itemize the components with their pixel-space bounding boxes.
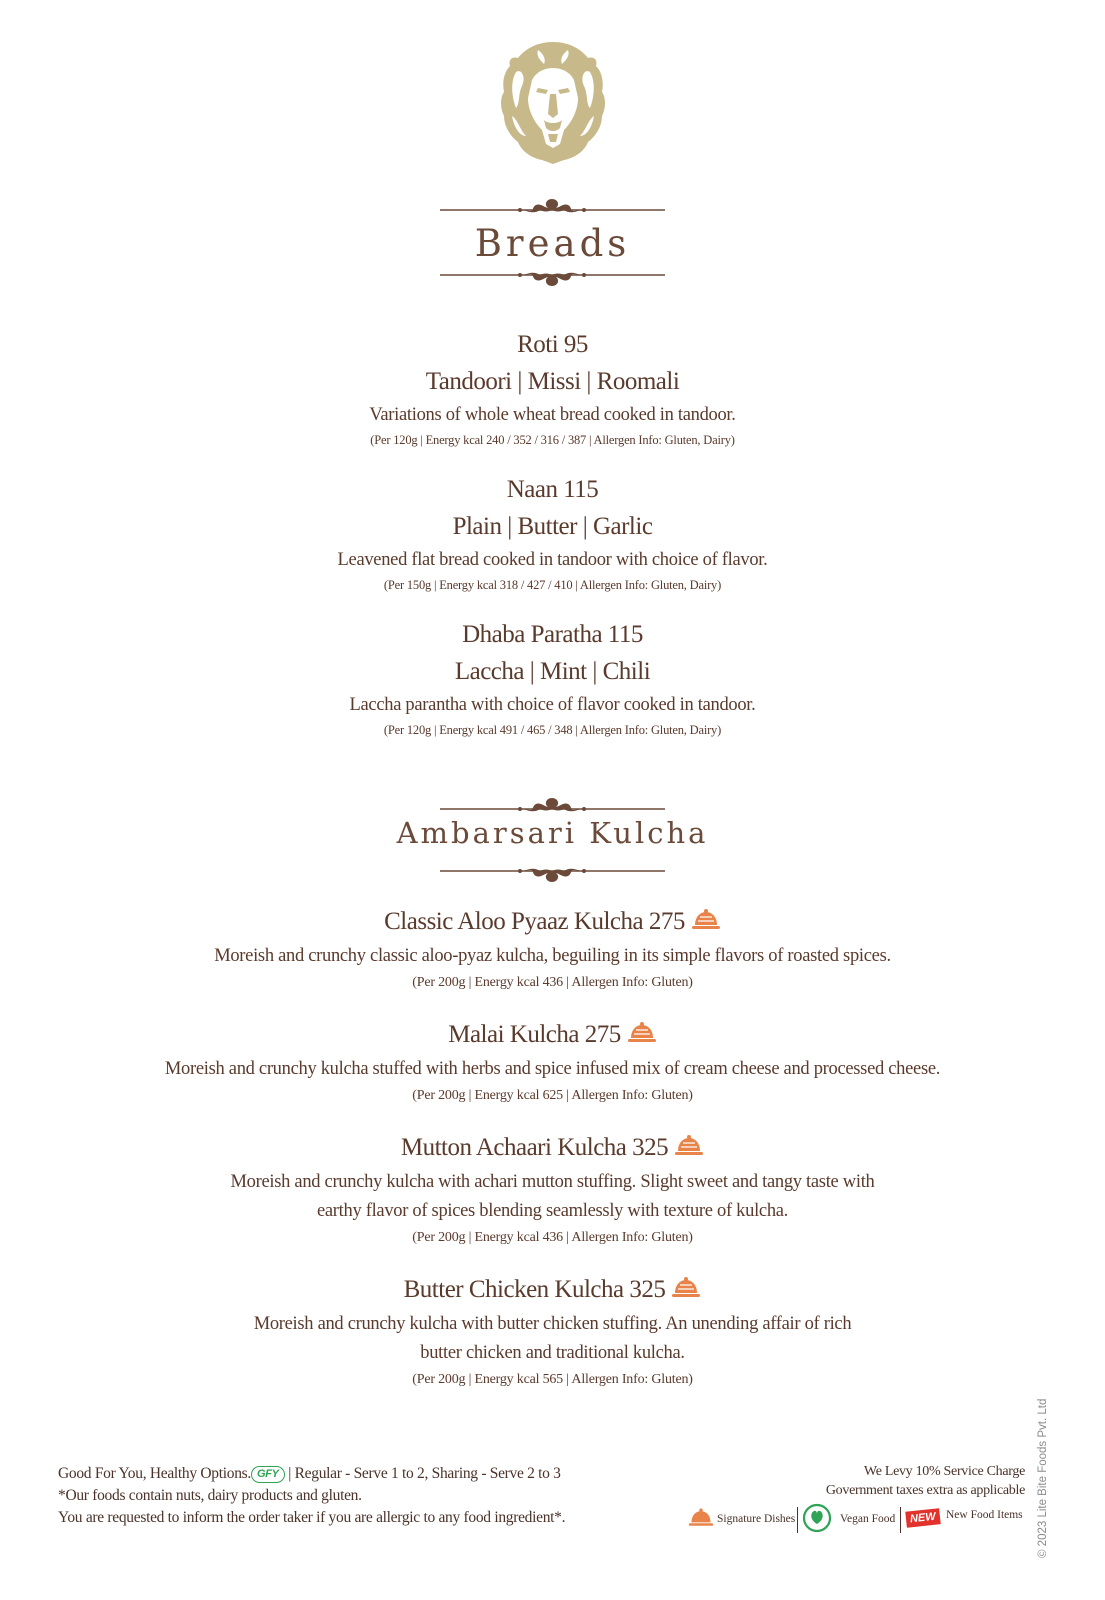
vegan-leaf-icon — [802, 1503, 832, 1533]
kulcha-item-description: Moreish and crunchy kulcha with butter chicken stuffing. An unending affair of rich — [253, 1314, 852, 1334]
bread-item-meta: (Per 120g | Energy kcal 240 / 352 / 316 / 387 | Allergen Info: Gluten, Dairy) — [370, 433, 735, 447]
kulcha-item-meta: (Per 200g | Energy kcal 436 | Allergen Info: Gluten) — [412, 1230, 693, 1245]
icon-legend — [688, 1503, 1033, 1535]
new-badge: NEW — [905, 1508, 940, 1527]
footer-line-request: You are requested to inform the order taker if you are allergic to any food ingredient*. — [58, 1509, 566, 1526]
ornament-divider-bottom — [440, 862, 665, 884]
footer-charges — [826, 1462, 1025, 1500]
cloche-icon — [688, 1507, 714, 1529]
section-title-kulcha: Ambarsari Kulcha — [396, 816, 709, 850]
bread-item-name: Naan 115 — [506, 476, 599, 503]
serving-info-text: | Regular - Serve 1 to 2, Sharing - Serve 2 to 3 — [288, 1465, 561, 1482]
kulcha-item-name-row — [0, 1021, 1105, 1049]
gfy-badge: GFY — [251, 1466, 285, 1483]
bread-item-description: Leavened flat bread cooked in tandoor with choice of flavor. — [337, 550, 768, 570]
kulcha-item-name: Malai Kulcha 275 — [448, 1021, 621, 1048]
kulcha-item-meta: (Per 200g | Energy kcal 565 | Allergen Info: Gluten) — [412, 1372, 693, 1387]
legend-divider — [797, 1507, 798, 1533]
cloche-icon — [627, 1021, 657, 1045]
bread-item-variants: Laccha | Mint | Chili — [454, 658, 651, 685]
kulcha-item-name-row — [0, 908, 1105, 936]
kulcha-item-name-row — [0, 1134, 1105, 1162]
service-charge-text: We Levy 10% Service Charge — [863, 1464, 1025, 1479]
kulcha-item-description: Moreish and crunchy classic aloo-pyaz kulcha, beguiling in its simple flavors of roasted spices. — [214, 946, 891, 966]
kulcha-item-name: Butter Chicken Kulcha 325 — [403, 1276, 666, 1303]
bread-item-name: Dhaba Paratha 115 — [462, 621, 643, 648]
cloche-icon — [691, 908, 721, 932]
ornament-divider-top — [440, 796, 665, 818]
bread-item-meta: (Per 120g | Energy kcal 491 / 465 / 348 | Allergen Info: Gluten, Dairy) — [383, 723, 722, 737]
footer-line-serving — [58, 1463, 565, 1485]
section-title-breads: Breads — [474, 222, 631, 265]
kulcha-item-name-row — [0, 1276, 1105, 1304]
bread-item-name: Roti 95 — [517, 331, 588, 358]
legend-signature-label: Signature Dishes — [717, 1513, 796, 1525]
kulcha-item-name: Classic Aloo Pyaaz Kulcha 275 — [384, 908, 685, 935]
ornament-divider-bottom — [440, 266, 665, 288]
bread-item-variants: Tandoori | Missi | Roomali — [425, 368, 680, 395]
kulcha-item-description: Moreish and crunchy kulcha with achari mutton stuffing. Slight sweet and tangy taste with — [230, 1172, 875, 1192]
bread-item-meta: (Per 150g | Energy kcal 318 / 427 / 410 | Allergen Info: Gluten, Dairy) — [383, 578, 722, 592]
government-taxes-text: Government taxes extra as applicable — [825, 1483, 1025, 1498]
cloche-icon — [671, 1276, 701, 1300]
copyright-text: © 2023 Lite Bite Foods Pvt. Ltd — [1037, 1398, 1049, 1558]
footer-notes — [58, 1463, 565, 1529]
kulcha-item-description: butter chicken and traditional kulcha. — [420, 1343, 685, 1363]
ornament-divider-top — [440, 197, 665, 219]
bread-item-variants: Plain | Butter | Garlic — [452, 513, 653, 540]
cloche-icon — [674, 1134, 704, 1158]
healthy-options-text: Good For You, Healthy Options. — [58, 1465, 251, 1482]
kulcha-item-description: earthy flavor of spices blending seamlessly with texture of kulcha. — [316, 1201, 789, 1221]
kulcha-item-description: Moreish and crunchy kulcha stuffed with herbs and spice infused mix of cream cheese and processed cheese. — [164, 1059, 941, 1079]
kulcha-item-name: Mutton Achaari Kulcha 325 — [400, 1134, 669, 1161]
bread-item-description: Laccha parantha with choice of flavor cooked in tandoor. — [349, 695, 756, 715]
kulcha-item-meta: (Per 200g | Energy kcal 436 | Allergen Info: Gluten) — [412, 975, 693, 990]
bread-item-description: Variations of whole wheat bread cooked in tandoor. — [369, 405, 736, 425]
lion-head-logo — [498, 38, 608, 164]
kulcha-item-meta: (Per 200g | Energy kcal 625 | Allergen Info: Gluten) — [412, 1088, 693, 1103]
legend-vegan-label: Vegan Food — [840, 1513, 896, 1525]
footer-line-allergen: *Our foods contain nuts, dairy products and gluten. — [58, 1487, 362, 1504]
legend-new-label: New Food Items — [946, 1509, 1023, 1521]
legend-divider — [900, 1507, 901, 1533]
